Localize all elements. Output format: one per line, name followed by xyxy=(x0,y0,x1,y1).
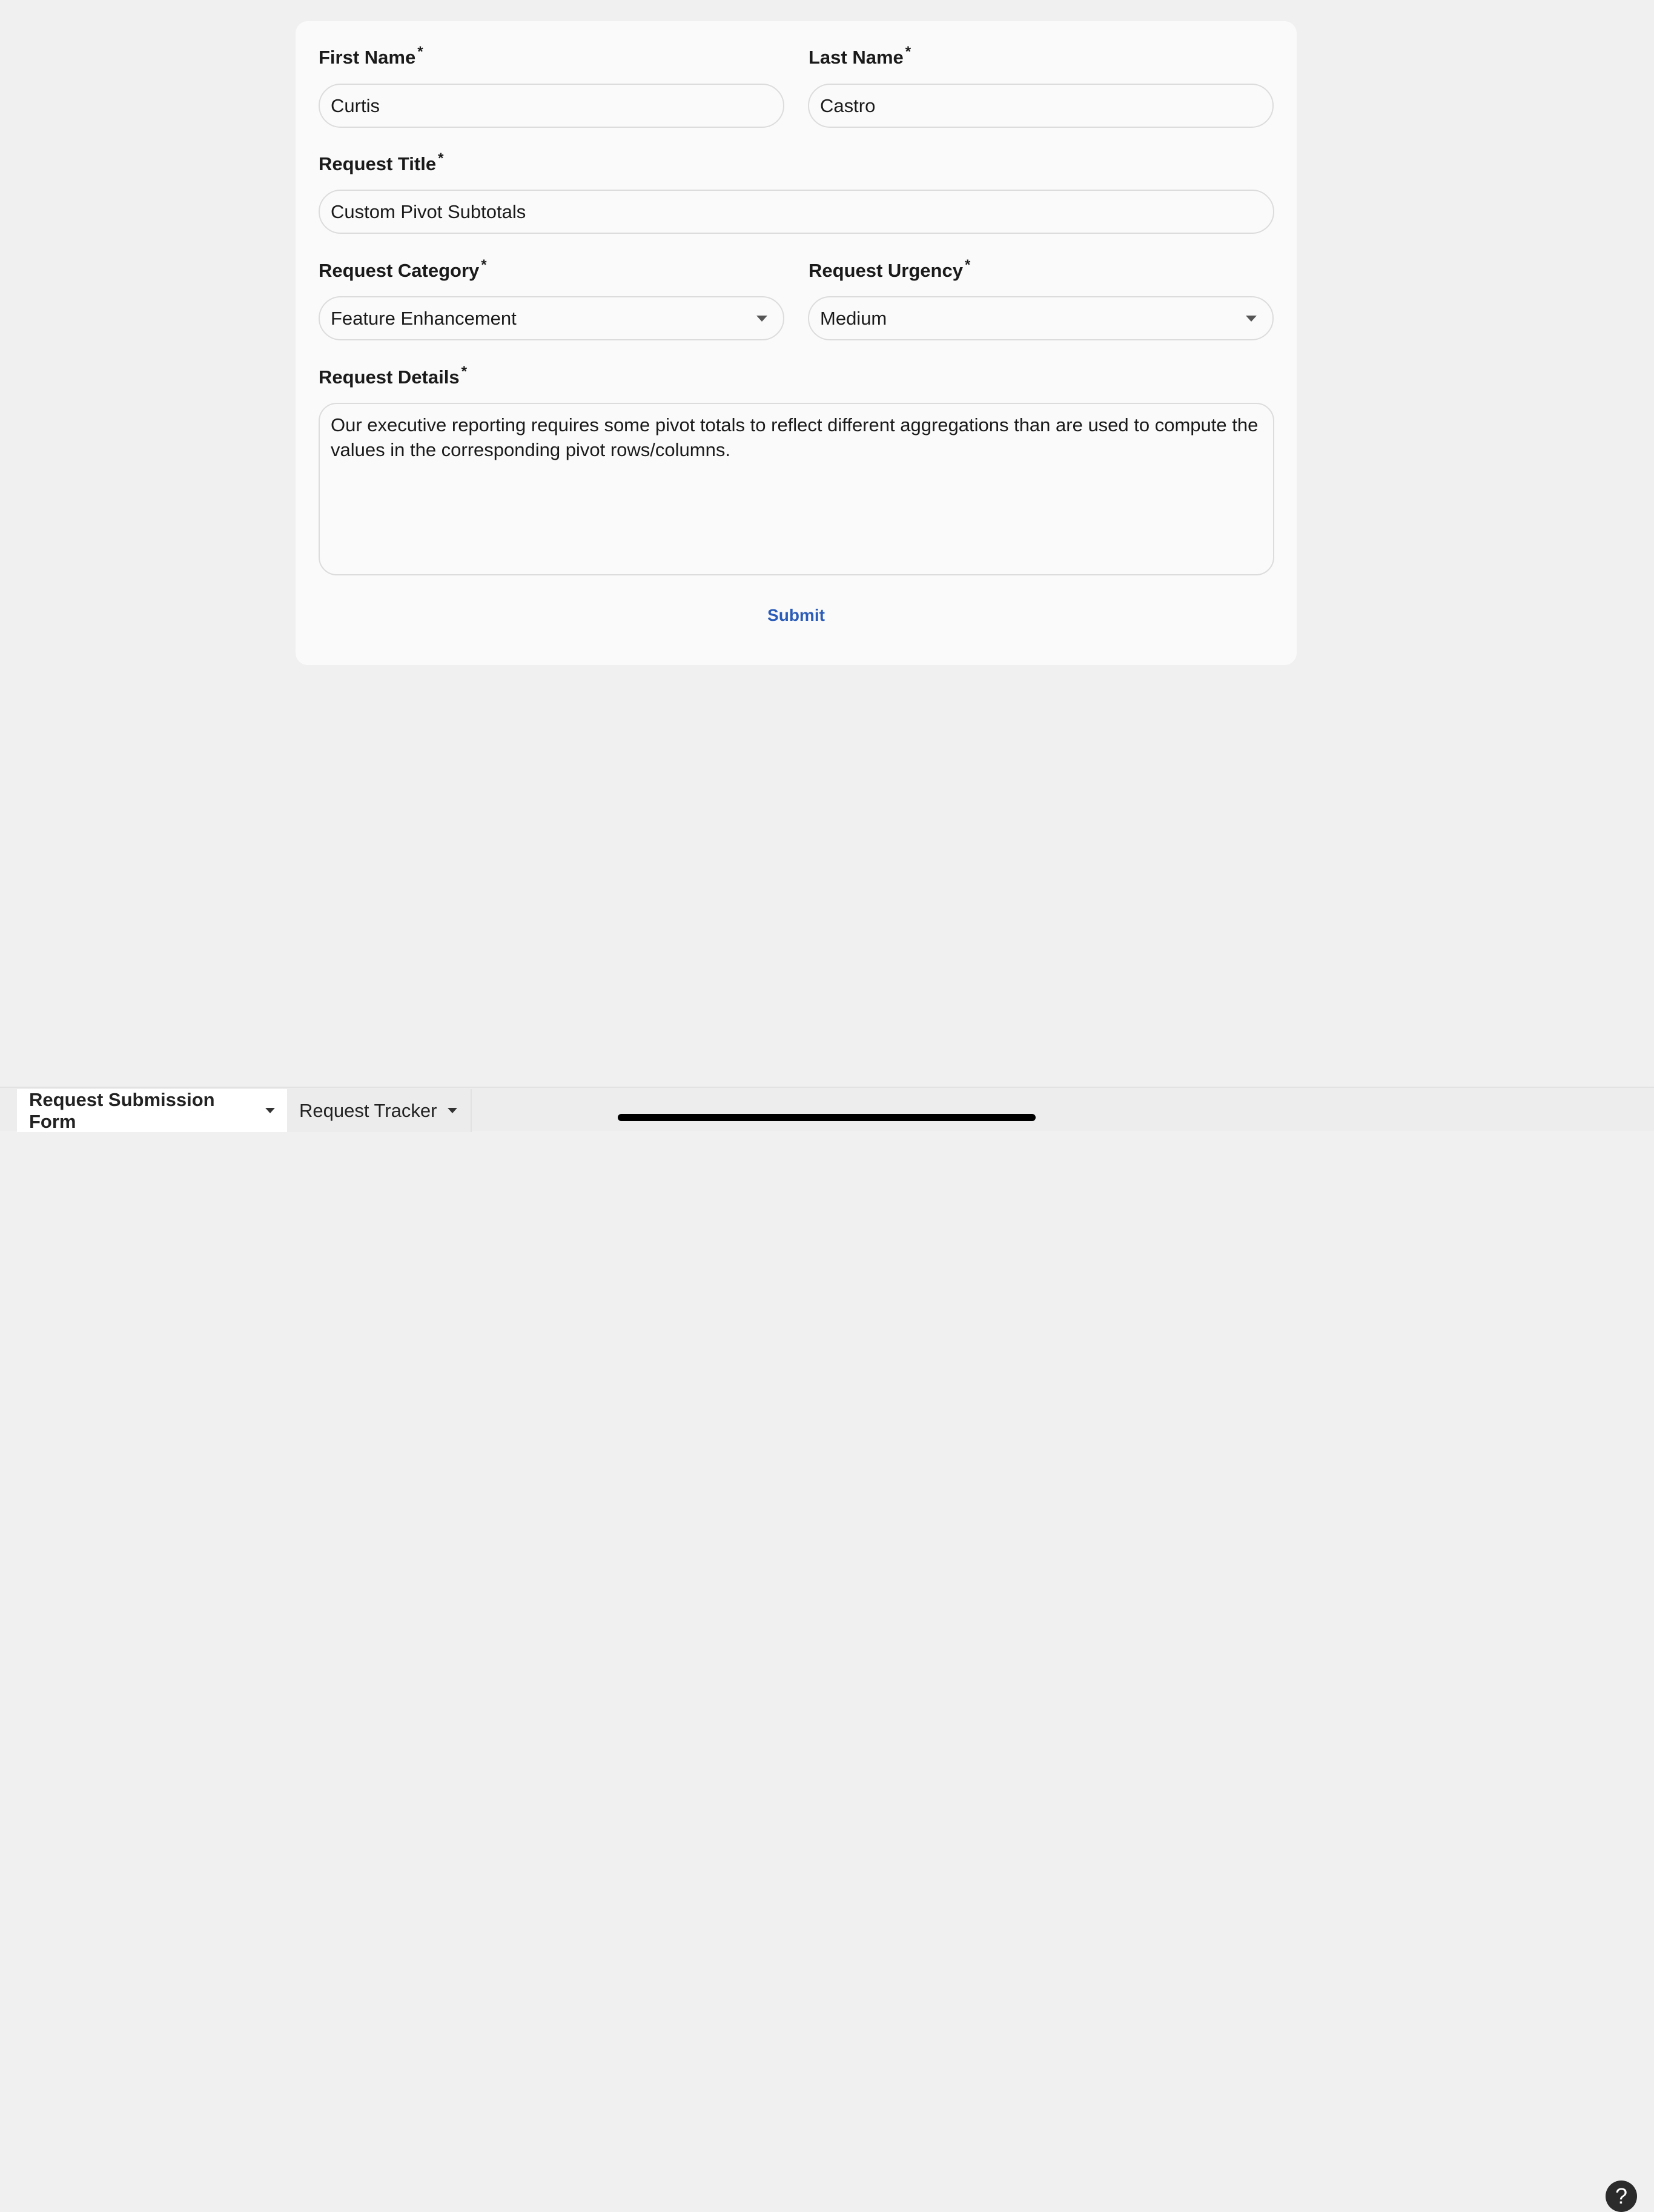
tab-label: Request Submission Form xyxy=(29,1088,215,1132)
question-mark-icon: ? xyxy=(1615,2184,1628,2208)
request-urgency-label xyxy=(809,257,971,282)
request-urgency-value: Medium xyxy=(820,307,887,329)
tab-label: Request Tracker xyxy=(299,1099,437,1121)
request-title-value: Custom Pivot Subtotals xyxy=(331,200,526,222)
home-indicator xyxy=(618,1114,1036,1121)
required-marker: * xyxy=(417,44,423,60)
last-name-label-text: Last Name xyxy=(809,47,904,68)
last-name-value: Castro xyxy=(820,94,876,116)
first-name-label xyxy=(319,44,423,68)
submit-button[interactable]: Submit xyxy=(767,606,825,624)
request-details-label xyxy=(319,363,467,388)
request-category-select[interactable] xyxy=(319,296,784,340)
chevron-down-icon[interactable] xyxy=(265,1108,275,1113)
first-name-value: Curtis xyxy=(331,94,380,116)
chevron-down-icon xyxy=(1246,316,1257,322)
required-marker: * xyxy=(964,257,971,273)
request-title-label xyxy=(319,150,444,175)
chevron-down-icon xyxy=(756,316,767,322)
sheet-tab-bar xyxy=(0,1087,1654,2208)
request-urgency-label-text: Request Urgency xyxy=(809,260,963,281)
required-marker: * xyxy=(905,44,911,60)
request-category-value: Feature Enhancement xyxy=(331,307,517,329)
request-details-textarea[interactable]: Our executive reporting requires some pivot totals to reflect different aggregations than are used to compute the values in the corresponding pivot rows/columns. xyxy=(319,403,1274,575)
required-marker: * xyxy=(438,150,444,167)
first-name-label-text: First Name xyxy=(319,47,416,68)
required-marker: * xyxy=(481,257,487,273)
required-marker: * xyxy=(461,363,467,380)
last-name-label xyxy=(809,44,911,68)
first-name-input[interactable] xyxy=(319,84,784,128)
last-name-input[interactable] xyxy=(808,84,1274,128)
request-title-label-text: Request Title xyxy=(319,153,437,174)
tab-request-tracker[interactable] xyxy=(287,1089,472,1132)
help-button[interactable] xyxy=(1606,2181,1637,2212)
request-urgency-select[interactable] xyxy=(808,296,1274,340)
request-details-label-text: Request Details xyxy=(319,366,460,388)
chevron-down-icon[interactable] xyxy=(448,1108,457,1113)
request-category-label-text: Request Category xyxy=(319,260,480,281)
request-category-label xyxy=(319,257,487,282)
tab-request-submission-form[interactable] xyxy=(17,1089,287,1132)
request-title-input[interactable] xyxy=(319,190,1274,234)
request-form-card xyxy=(296,21,1297,665)
